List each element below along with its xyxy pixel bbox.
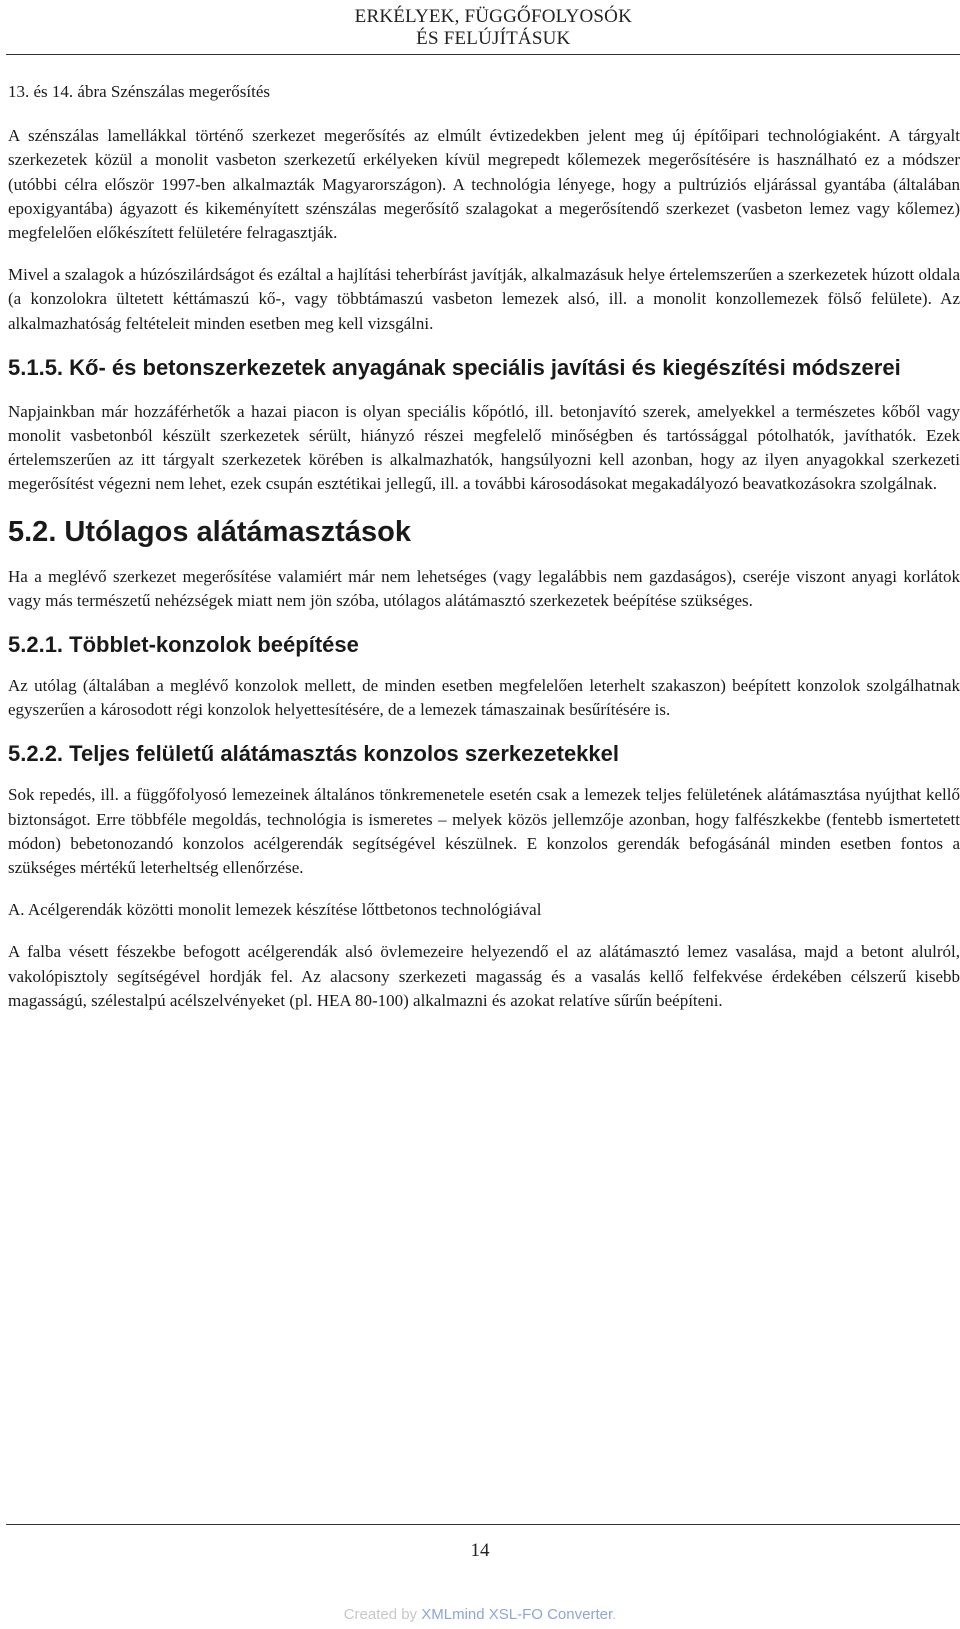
converter-brand-link[interactable]: XMLmind XSL-FO Converter xyxy=(421,1606,613,1623)
running-header-line-1: ERKÉLYEK, FÜGGŐFOLYOSÓK xyxy=(354,6,632,27)
paragraph-repair-materials: Napjainkban már hozzáférhetők a hazai piacon is olyan speciális kőpótló, ill. betonjavító szerek, amelyekkel a természetes kőből vagy monolit vasbetonból készült szerkezetek sérült, hiányzó részei megfelelő minőségben és tartóssággal pótolhatók, javíthatók. Ezek értelemszerűen az itt tárgyalt szerkezetek körében is alkalmazhatók, hangsúlyozni kell azonban, hogy az ilyen anyagokkal szerkezeti megerősítést végezni nem lehet, ezek csupán esztétikai jellegű, ill. a további károsodásokat megakadályozó beavatkozásokra szolgálnak. xyxy=(8,401,960,494)
paragraph-shotcrete: A falba vésett fészekbe befogott acélgerendák alsó övlemezeire helyezendő el az alátámasztó lemez vasalása, majd a betont alulról, vakolópisztoly segítségével hordják fel. Az alacsony szerkezeti magasság és a vasalás kellő felfekvése érdekében célszerű kisebb magasságú, szélestalpú acélszelvényeket (pl. HEA 80-100) alkalmazni és azokat relatíve sűrűn beépíteni. xyxy=(8,942,960,1010)
running-header-line-2: ÉS FELÚJÍTÁSUK xyxy=(416,28,571,49)
footer-divider xyxy=(6,1524,960,1525)
page-number: 14 xyxy=(470,1540,490,1561)
page-body xyxy=(8,80,960,1031)
paragraph-extra-consoles: Az utólag (általában a meglévő konzolok mellett, de minden esetben megfelelően leterhelt szakaszon) beépített konzolok szolgálhatnak egyszerűen a károsodott régi konzolok helyettesítésére, de a lemezek támaszainak besűrítésére is. xyxy=(8,676,960,720)
paragraph-full-support: Sok repedés, ill. a függőfolyosó lemezeinek általános tönkremenetele esetén csak a lemezek teljes felületének alátámasztása nyújthat kellő biztonságot. Erre többféle megoldás, technológia is ismeretes – melyek közös jellemzője azonban, hogy falfészkekbe (fentebb ismertetett módon) bebetonozandó konzolos acélgerendák segítségével készülnek. E konzolos gerendák befogásánál minden esetben fontos a szükséges mértékű leterheltség ellenőrzése. xyxy=(8,785,960,878)
heading-5-2: 5.2. Utólagos alátámasztások xyxy=(8,515,411,548)
heading-5-2-1: 5.2.1. Többlet-konzolok beépítése xyxy=(8,632,359,658)
paragraph-carbon-fiber: A szénszálas lamellákkal történő szerkezet megerősítés az elmúlt évtizedekben jelent meg új építőipari technológiaként. A tárgyalt szerkezetek közül a monolit vasbeton szerkezetű erkélyeken kívül megrepedt kőlemezek megerősítésére is használható ez a módszer (utóbbi célra először 1997-ben alkalmazták Magyarországon). A technológia lényege, hogy a pultrúziós eljárással gyantába (általában epoxigyantába) ágyazott és kikeményített szénszálas megerősítő szalagokat a megerősítendő szerkezet (vasbeton lemez vagy kőlemez) megfelelően előkészített felületére felragasztják. xyxy=(8,126,960,243)
figure-caption: 13. és 14. ábra Szénszálas megerősítés xyxy=(8,82,270,101)
paragraph-supports-intro: Ha a meglévő szerkezet megerősítése valamiért már nem lehetséges (vagy legalábbis nem gazdaságos), cseréje viszont anyagi korlátok vagy más természetű nehézségek miatt nem jön szóba, utólagos alátámasztó szerkezetek beépítése szükséges. xyxy=(8,566,960,610)
converter-suffix: . xyxy=(612,1606,617,1623)
converter-prefix: Created by xyxy=(343,1606,422,1623)
header-divider xyxy=(6,54,960,55)
heading-5-1-5: 5.1.5. Kő- és betonszerkezetek anyagának speciális javítási és kiegészítési módszerei xyxy=(8,354,901,380)
running-header-title xyxy=(355,6,632,50)
page-header xyxy=(0,6,960,58)
heading-5-2-2: 5.2.2. Teljes felületű alátámasztás konzolos szerkezetekkel xyxy=(8,741,619,767)
paragraph-tension-side: Mivel a szalagok a húzószilárdságot és ezáltal a hajlítási teherbírást javítják, alkalmazásuk helye értelemszerűen a szerkezetek húzott oldala (a konzolokra ültetett kéttámaszú kő-, vagy többtámaszú vasbeton lemezek alsó, ill. a monolit konzollemezek fölső felülete). Az alkalmazhatóság feltételeit minden esetben meg kell vizsgálni. xyxy=(8,265,960,333)
converter-credit xyxy=(0,1606,960,1624)
paragraph-subsection-a: A. Acélgerendák közötti monolit lemezek készítése lőttbetonos technológiával xyxy=(8,900,542,920)
